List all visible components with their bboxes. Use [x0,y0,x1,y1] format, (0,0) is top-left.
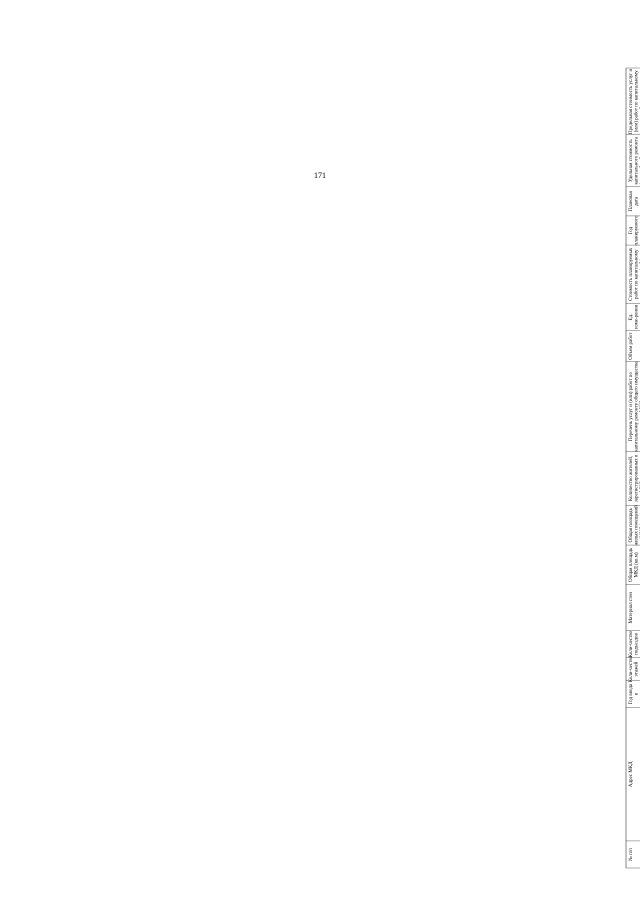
work-plan-table [626,68,640,868]
header-cell: Коли-чествоэтажей [629,655,640,683]
header-cell: Ед.изме-рения [629,304,640,329]
header-cell: Предельная стоимость услуг и(или) работ по капитальному [629,68,640,134]
header-cell: Адрес МКД [629,761,634,788]
header-cell: Перечень услуг и (или) работ покапитальному ремонту общего имущества [629,361,640,452]
header-cell: Удельная стоимостькапитального ремонта [629,136,640,185]
page-number: 171 [314,171,326,180]
header-cell: Коли-чествоподъездов [629,630,640,658]
header-cell: Стоимость планируемыхработ по капитальному [629,247,640,301]
header-cell: Общая площадьМКД (кв.м) [629,547,640,583]
header-cell: Общая площадьжилых помещений [629,505,640,546]
header-cell: Плановаядата [629,191,640,212]
header-cell: Материал стен [629,591,634,624]
header-cell: Количество жителей,зарегистрированных в [629,454,640,503]
header-cell: № п/п [629,848,634,861]
header-cell: Объем работ [629,332,634,360]
header-cell: Год вводав [629,683,640,705]
header-cell: Годпланируемого [629,215,640,246]
